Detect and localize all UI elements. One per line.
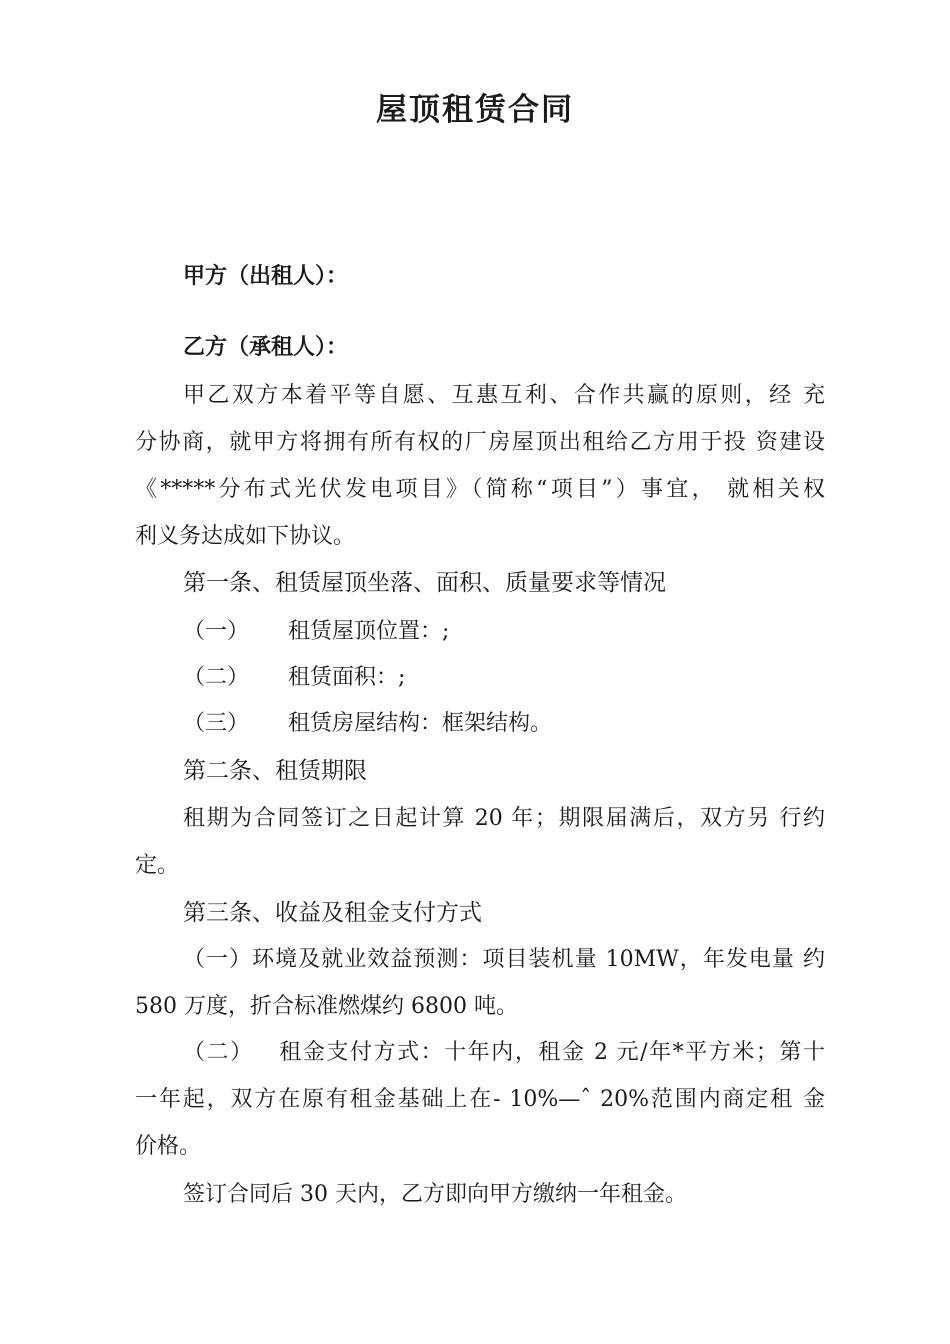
item-number: （三）: [183, 711, 250, 736]
item-text: 租赁面积：;: [288, 665, 406, 690]
article-2-line-2: 定。: [135, 853, 180, 878]
intro-line-1: 甲乙双方本着平等自愿、互惠互利、合作共赢的原则，经 充: [183, 383, 825, 408]
article-2-line-1: 租期为合同签订之日起计算 20 年；期限届满后，双方另 行约: [183, 806, 825, 831]
item-text: 租赁屋顶位置：;: [288, 619, 450, 644]
article-3-item-2-line-2: 一年起，双方在原有租金基础上在- 10%—ˆ 20%范围内商定租 金: [135, 1087, 825, 1112]
item-number: （一）: [183, 619, 250, 644]
intro-line-2: 分协商，就甲方将拥有所有权的厂房屋顶出租给乙方用于投 资建设: [135, 430, 825, 455]
payment-clause: 签订合同后 30 天内，乙方即向甲方缴纳一年租金。: [183, 1182, 687, 1207]
article-2-heading: 第二条、租赁期限: [183, 758, 367, 784]
article-3-item-1-line-2: 580 万度，折合标准燃煤约 6800 吨。: [135, 994, 518, 1019]
document-title: 屋顶租赁合同: [376, 92, 574, 128]
intro-line-3: 《*****分布式光伏发电项目》（简称“项目”）事宜， 就相关权: [135, 477, 825, 502]
intro-line-4: 利义务达成如下协议。: [135, 524, 356, 549]
party-b-label: 乙方（承租人）：: [183, 335, 349, 360]
item-text: 租赁房屋结构：框架结构。: [288, 711, 553, 736]
party-a-label: 甲方（出租人）：: [183, 264, 349, 289]
article-3-item-1-line-1: （一）环境及就业效益预测：项目装机量 10MW，年发电量 约: [183, 947, 825, 972]
article-3-item-2-line-1: （二） 租金支付方式：十年内，租金 2 元/年*平方米；第十: [183, 1040, 825, 1065]
article-3-item-2-line-3: 价格。: [135, 1134, 202, 1159]
item-number: （二）: [183, 665, 250, 690]
article-3-heading: 第三条、收益及租金支付方式: [183, 900, 482, 926]
article-1-heading: 第一条、租赁屋顶坐落、面积、质量要求等情况: [183, 570, 666, 596]
